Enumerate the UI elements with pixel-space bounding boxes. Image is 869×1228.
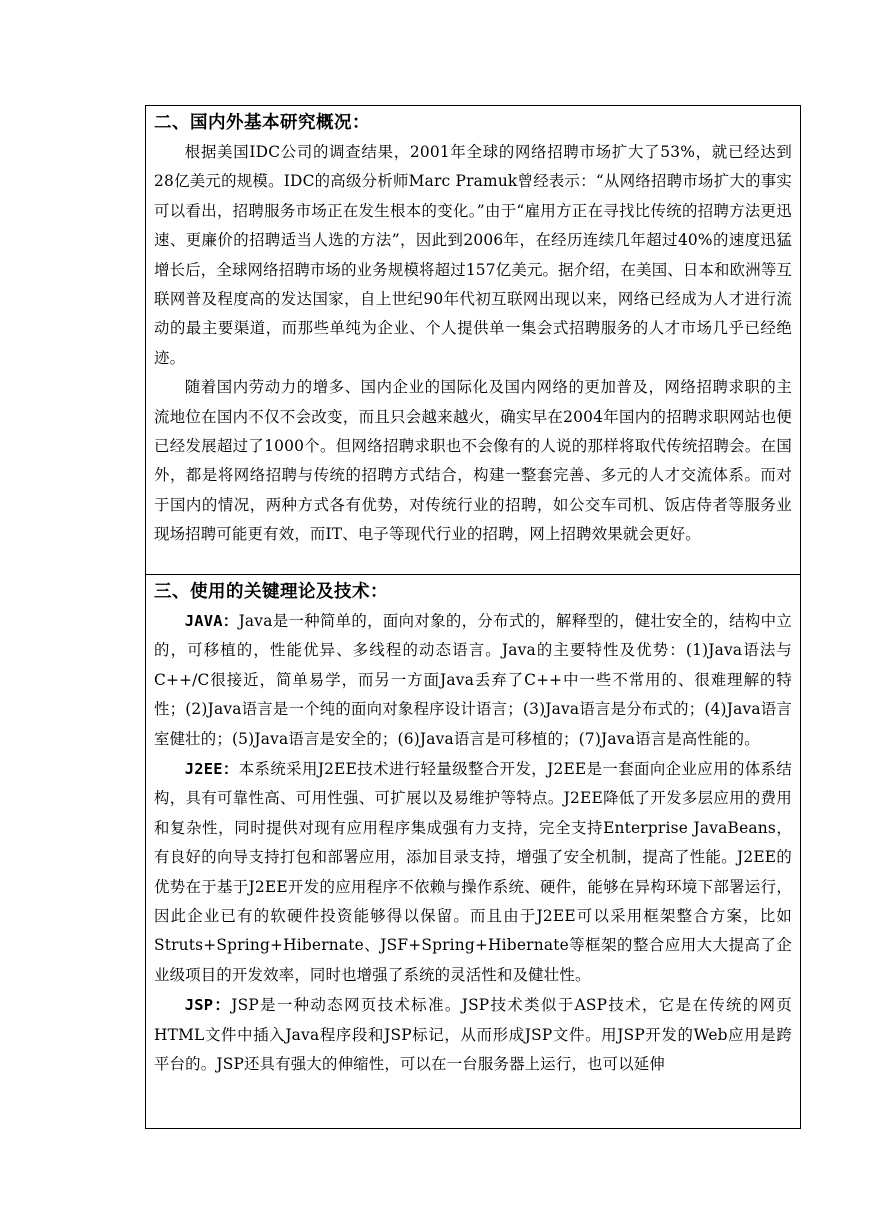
paragraph-java [154,607,792,754]
section-research-overview [146,106,800,574]
paragraph: 根据美国IDC公司的调查结果，2001年全球的网络招聘市场扩大了53%，就已经达到28亿美元的规模。IDC的高级分析师Marc Pramuk曾经表示：“从网络招聘市场扩大的事实可以看出，招聘服务市场正在发生根本的变化。”由于“雇用方正在寻找比传统的招聘方法更迅速、更廉价的招聘适当人选的方法”，因此到2006年，在经历连续几年超过40%的速度迅猛增长后，全球网络招聘市场的业务规模将超过157亿美元。据介绍，在美国、日本和欧洲等互联网普及程度高的发达国家，自上世纪90年代初互联网出现以来，网络已经成为人才进行流动的最主要渠道，而那些单纯为企业、个人提供单一集会式招聘服务的人才市场几乎已经绝迹。 [154,143,793,367]
term-label: JAVA： [184,612,239,630]
paragraph-text: 本系统采用J2EE技术进行轻量级整合开发，J2EE是一套面向企业应用的体系结构，具有可靠性高、可用性强、可扩展以及易维护等特点。J2EE降低了开发多层应用的费用和复杂性，同时提供对现有应用程序集成强有力支持，完全支持Enterprise JavaBeans，有良好的向导支持打包和部署应用，添加目录支持，增强了安全机制，提高了性能。J2EE的优势在于基于J2EE开发的应用程序不依赖与操作系统、硬件，能够在异构环境下部署运行，因此企业已有的软硬件投资能够得以保留。而且由于J2EE可以采用框架整合方案，比如Struts+Spring+Hibernate、JSF+Spring+Hibernate等框架的整合应用大大提高了企业级项目的开发效率，同时也增强了系统的灵活性和及健壮性。 [154,760,792,984]
section-heading: 二、国内外基本研究概况： [154,113,370,133]
term-label: J2EE： [184,760,239,779]
paragraph-text: JSP是一种动态网页技术标准。JSP技术类似于ASP技术，它是在传统的网页HTML文件中插入Java程序段和JSP标记，从而形成JSP文件。用JSP开发的Web应用是跨平台的。JSP还具有强大的伸缩性，可以在一台服务器上运行，也可以延伸 [154,996,792,1074]
paragraph: 随着国内劳动力的增多、国内企业的国际化及国内网络的更加普及，网络招聘求职的主流地位在国内不仅不会改变，而且只会越来越火，确实早在2004年国内的招聘求职网站也便已经发展超过了1000个。但网络招聘求职也不会像有的人说的那样将取代传统招聘会。在国外，都是将网络招聘与传统的招聘方式结合，构建一整套完善、多元的人才交流体系。而对于国内的情况，两种方式各有优势，对传统行业的招聘，如公交车司机、饭店侍者等服务业现场招聘可能更有效，而IT、电子等现代行业的招聘，网上招聘效果就会更好。 [154,378,792,544]
paragraph-jsp [154,991,792,1079]
paragraph-j2ee [154,755,792,990]
term-label: JSP： [184,996,232,1015]
section-key-technologies [146,574,800,1128]
document-table [145,105,801,1129]
section-heading: 三、使用的关键理论及技术： [154,582,388,602]
paragraph-text: Java是一种简单的，面向对象的，分布式的，解释型的，健壮安全的，结构中立的，可移植的，性能优异、多线程的动态语言。Java的主要特性及优势：(1)Java语法与C++/C很接近，简单易学，而另一方面Java丢弃了C++中一些不常用的、很难理解的特性；(2)Java语言是一个纯的面向对象程序设计语言；(3)Java语言是分布式的；(4)Java语言室健壮的；(5)Java语言是安全的；(6)Java语言是可移植的；(7)Java语言是高性能的。 [154,612,792,748]
